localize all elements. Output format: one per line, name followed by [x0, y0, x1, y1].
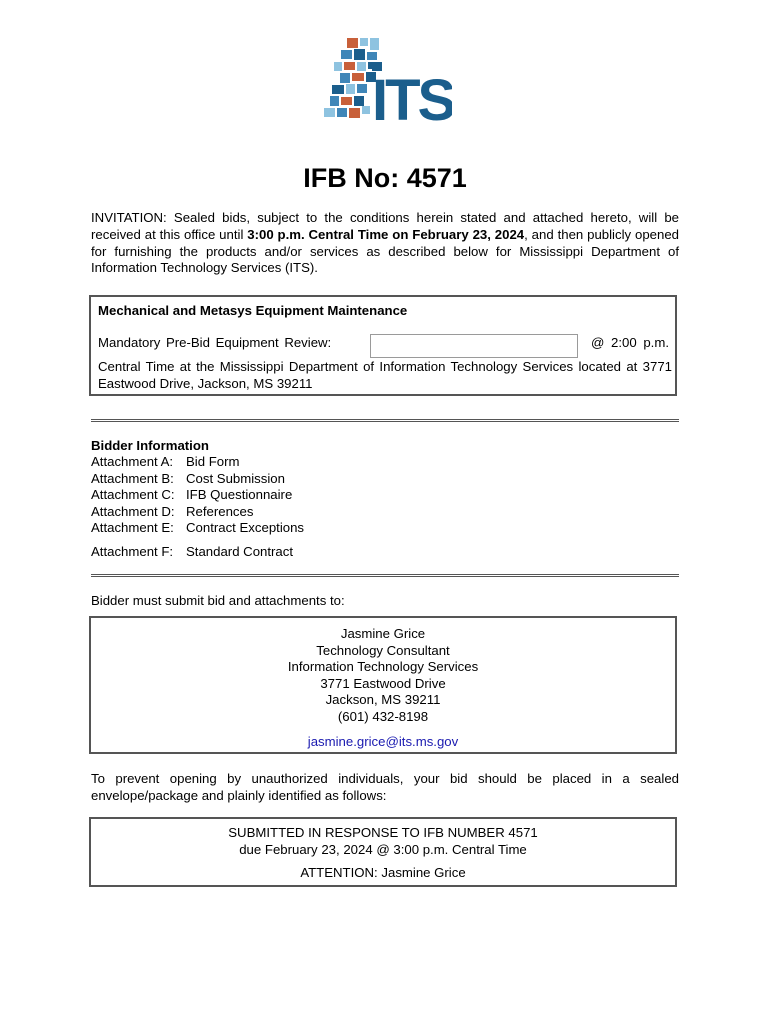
invitation-paragraph [91, 210, 679, 277]
attachment-item [91, 504, 304, 521]
logo-text: ITS [372, 68, 452, 122]
review-date-field[interactable] [370, 334, 578, 358]
review-label: Mandatory Pre-Bid Equipment Review: [98, 335, 332, 350]
attachment-name: Cost Submission [186, 470, 285, 486]
envelope-line-1: SUBMITTED IN RESPONSE TO IFB NUMBER 4571 [228, 825, 538, 840]
attachment-label: Attachment B: [91, 470, 174, 486]
contact-name: Jasmine Grice [340, 626, 426, 641]
attachment-name: References [186, 503, 254, 519]
attachment-item [91, 454, 304, 471]
attachment-label: Attachment C: [91, 487, 175, 502]
submit-intro: Bidder must submit bid and attachments to: [91, 593, 345, 608]
envelope-box [89, 817, 677, 887]
attachment-list [91, 454, 304, 560]
attachment-item [91, 544, 304, 561]
invitation-deadline: 3:00 p.m. Central Time on February 23, 2024 [247, 226, 525, 242]
attachment-name: Bid Form [186, 454, 240, 469]
contact-street: 3771 Eastwood Drive [320, 675, 446, 691]
attachment-item [91, 520, 304, 537]
attachment-label: Attachment A: [91, 454, 174, 469]
review-location: Central Time at the Mississippi Department of Information Technology Services located at 3771 Eastwood Drive, Jackson, MS 39211 [98, 359, 672, 391]
contact-phone: (601) 432-8198 [337, 708, 429, 724]
attachment-name: Standard Contract [186, 543, 294, 559]
divider [91, 574, 679, 577]
attachment-item [91, 471, 304, 488]
contact-position: Technology Consultant [316, 642, 450, 658]
divider [91, 419, 679, 422]
its-logo-graphic [322, 36, 452, 122]
project-box [89, 295, 677, 396]
envelope-line-3: ATTENTION: Jasmine Grice [300, 865, 466, 881]
attachment-label: Attachment E: [91, 520, 174, 535]
address-box [89, 616, 677, 754]
review-time: @ 2:00 p.m. [590, 335, 669, 350]
attachment-name: Contract Exceptions [186, 520, 305, 535]
envelope-instruction: To prevent opening by unauthorized individuals, your bid should be placed in a sealed envelope/package and plainly identified as follows: [91, 771, 679, 803]
page-title: IFB No: 4571 [303, 163, 467, 193]
attachment-name: IFB Questionnaire [186, 487, 293, 502]
invitation-text-1: INVITATION: Sealed bids, subject to the conditions herein stated and attached hereto, will be received at this office until [91, 210, 679, 242]
attachment-label: Attachment F: [91, 543, 174, 559]
project-title: Mechanical and Metasys Equipment Maintenance [98, 303, 408, 318]
invitation-text-2: , and then publicly opened for furnishing the products and/or services as described below for Mississippi Department of Information Technology Services (ITS). [91, 226, 679, 276]
attachment-item [91, 487, 304, 504]
contact-city: Jackson, MS 39211 [325, 692, 441, 708]
bidder-info-heading: Bidder Information [91, 438, 209, 453]
contact-org: Information Technology Services [287, 659, 479, 675]
envelope-line-2: due February 23, 2024 @ 3:00 p.m. Central Time [239, 841, 527, 857]
attachment-label: Attachment D: [91, 503, 175, 519]
its-logo [322, 36, 452, 122]
contact-email-link[interactable]: jasmine.grice@its.ms.gov [307, 733, 459, 749]
